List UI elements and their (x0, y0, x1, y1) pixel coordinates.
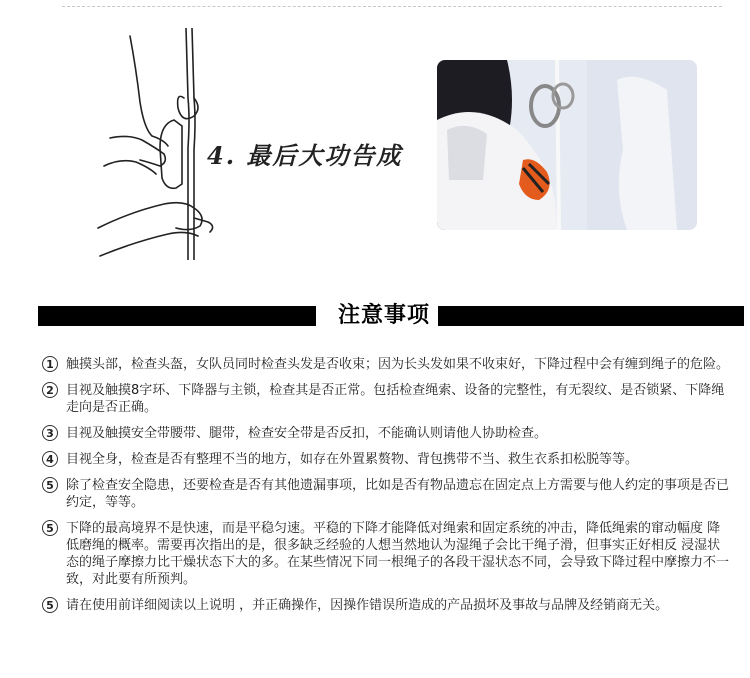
note-item (42, 425, 732, 442)
note-text: 目视及触摸8字环、下降器与主锁，检查其是否正常。包括检查绳索、设备的完整性，有无裂纹、是否锁紧、下降绳走向是否正确。 (66, 383, 725, 415)
note-number: 5 (42, 477, 58, 493)
note-number: 5 (42, 520, 58, 536)
note-number: 5 (42, 597, 58, 613)
note-text: 除了检查安全隐患，还要检查是否有其他遗漏事项，比如是否有物品遗忘在固定点上方需要与他人约定的事项是否已约定，等等。 (66, 478, 730, 510)
note-item (42, 597, 732, 614)
note-item (42, 382, 732, 416)
note-text: 触摸头部，检查头盔，女队员同时检查头发是否收束；因为长头发如果不收束好，下降过程中会有缠到绳子的危险。 (66, 357, 730, 372)
step-caption: 4. 最后大功告成 (207, 141, 403, 170)
note-number: 2 (42, 382, 58, 398)
note-text: 目视全身，检查是否有整理不当的地方，如存在外置累赘物、背包携带不当、救生衣系扣松脱等等。 (66, 452, 639, 467)
notes-list (42, 356, 732, 623)
note-item (42, 451, 732, 468)
note-text: 下降的最高境界不是快速，而是平稳匀速。平稳的下降才能降低对绳索和固定系统的冲击，降低绳索的窜动幅度 降低磨绳的概率。需要再次指出的是，很多缺乏经验的人想当然地认为湿绳子会比干绳子滑，但事实正好相反 浸湿状态的绳子摩擦力比干燥状态下大的多。在某些情况下同一根绳子的各段干湿状态不同，会导致下降过程中摩擦力不一致，对此要有所预判。 (66, 521, 730, 587)
note-item (42, 477, 732, 511)
banner-bar-right (438, 306, 744, 326)
note-text: 请在使用前详细阅读以上说明 ，并正确操作，因操作错误所造成的产品损坏及事故与品牌及经销商无关。 (66, 598, 669, 613)
note-item (42, 356, 732, 373)
section-title: 注意事项 (337, 303, 430, 328)
climber-photo (437, 60, 697, 230)
top-divider (62, 6, 722, 7)
notes-banner (38, 300, 744, 330)
note-number: 4 (42, 451, 58, 467)
note-item (42, 520, 732, 588)
note-number: 1 (42, 356, 58, 372)
banner-bar-left (38, 306, 316, 326)
note-text: 目视及触摸安全带腰带、腿带，检查安全带是否反扣，不能确认则请他人协助检查。 (66, 426, 548, 441)
note-number: 3 (42, 425, 58, 441)
